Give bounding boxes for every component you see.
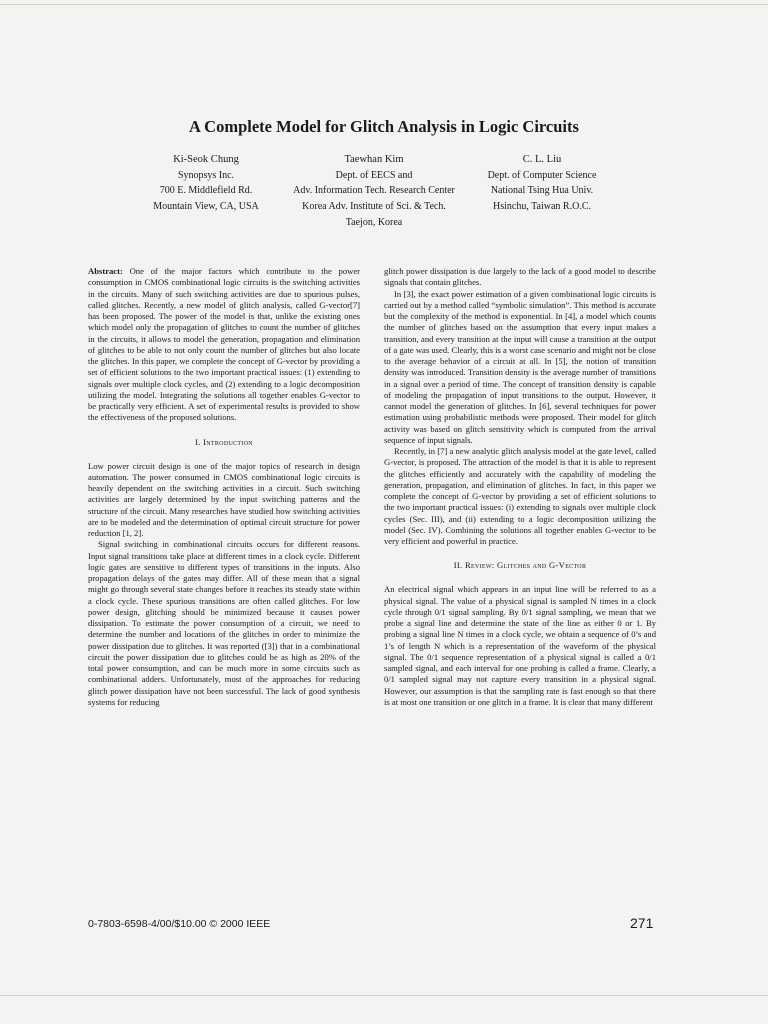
page-number: 271 [630,915,654,931]
author-affiliation-line: Adv. Information Tech. Research Center [293,185,455,197]
author-block-1 [132,152,280,215]
author-affiliation-line: Taejon, Korea [345,216,403,228]
author-affiliation-line: Dept. of Computer Science [487,169,597,181]
abstract-text: One of the major factors which contribute to the power consumption in CMOS combinational logic circuits is the switching activities in the circuits. Many of such switching activities are due to spurious pulses, called glitches. Recently, a new model of glitch analysis, called G-vector[7] has been proposed. The power of the model is that, unlike the existing ones which model only the propagation of glitches to count the number of glitches in the circuits, it allows to model the generation, propagation and elimination of glitches to be able to not only count the number of glitches but also locate the glitches. In this paper, we complete the concept of G-vector by providing a set of efficient solutions to the two important practical issues: (1) extending to signals over multiple clock cycles, and (2) extending to a logic decomposition utilizing the model. Integrating the solutions all together enables G-vector to be practically very efficient. A set of experimental results is provided to show the effectiveness of the proposed solutions. [88,266,360,423]
body-paragraph: Signal switching in combinational circuits occurs for different reasons. Input signal transitions take place at different times in a clock cycle. Different logic gates are sensitive to different types of transitions in the inputs. Also propagation delays of the gates may differ. All of these mean that a signal might go through several state changes before it reaches its steady state within a clock cycle. These spurious transitions are often called glitches. For low power design, glitching should be minimized because it causes power dissipation. To estimate the power consumption of a circuit, we need to determine the number and locations of the glitches in order to minimize the power dissipation due to glitches. It was reported ([3]) that in a combinational circuit the power dissipation due to glitches could be as high as 20% of the total power consumption, and can be much more in some circuits such as combinational adders. Unfortunately, most of the approaches for reducing glitch power dissipation have not been successful. The lack of good synthesis systems for reducing [88,539,360,707]
author-name: Taewhan Kim [344,154,404,165]
author-affiliation-line: Hsinchu, Taiwan R.O.C. [493,201,591,213]
body-paragraph: Low power circuit design is one of the major topics of research in design automation. The power consumed in CMOS combinational logic circuits is heavily dependent on the switching activities in a circuit. Such switching activities are largely determined by the input switching patterns and the structure of the circuit. Many researches have studied how switching activities are to be modeled and the determination of optimal circuit structure for power reduction [1, 2]. [88,460,360,538]
author-affiliation-line: Mountain View, CA, USA [153,201,259,213]
paper-title: A Complete Model for Glitch Analysis in Logic Circuits [189,117,579,136]
author-block-2 [274,152,474,231]
author-affiliation-line: Korea Adv. Institute of Sci. & Tech. [302,201,446,213]
copyright-notice: 0-7803-6598-4/00/$10.00 © 2000 IEEE [88,918,271,930]
body-paragraph: An electrical signal which appears in an input line will be referred to as a physical signal. The value of a physical signal is sampled N times in a clock cycle through 0/1 signal sampling. By 0/1 signal sampling, we mean that we probe a signal line and determine the state of the line as either 0 or 1. By probing a signal line N times in a clock cycle, we obtain a sequence of 0’s and 1’s of length N which is a representation of the waveform of the physical signal. The 0/1 sequence representation of a physical signal is called a 0/1 sampled signal, and each interval for one probing is called a frame. Clearly, a 0/1 sampled signal may not capture every transition in a physical signal. However, our assumption is that the sampling rate is fast enough so that there is at most one transition or one glitch in a frame. It is clear that many different [384,584,656,707]
section-heading-review: II. Review: Glitches and G-Vector [453,560,587,571]
body-paragraph: glitch power dissipation is due largely to the lack of a good model to describe signals that contain glitches. [384,266,656,288]
section-heading-introduction: I. Introduction [195,436,253,447]
left-column [88,266,360,708]
author-block-3 [470,152,614,215]
right-column [384,266,656,708]
abstract-label: Abstract: [88,266,123,276]
body-paragraph: In [3], the exact power estimation of a given combinational logic circuits is carried out by a method called “symbolic simulation”. This method is accurate but the complexity of the method is exponential. In [4], a model which counts the number of glitches based on the assumption that every input makes a transition, and every transition at the input will cause a transition at the output of a gate was used. Clearly, this is a worst case scenario and might not be close to the average behavior of a circuit at all. In [5], the notion of transition density was introduced. Transition density is the average number of transitions in a signal over a period of time. The concept of transition density is capable of modeling the propagation of input transitions to the output. However, it cannot model the generation of glitches. In [6], several techniques for power estimation using probabilistic methods were proposed. Their model for glitch activity was based on glitch sensitivity which is computed from the arrival sequence of input signals. [384,288,656,445]
author-affiliation-line: 700 E. Middlefield Rd. [159,185,253,197]
author-name: Ki-Seok Chung [173,154,239,165]
author-affiliation-line: National Tsing Hua Univ. [490,185,594,197]
author-name: C. L. Liu [522,154,562,165]
bottom-scan-edge [0,995,768,996]
body-paragraph: Recently, in [7] a new analytic glitch analysis model at the gate level, called G-vector, is proposed. The attraction of the model is that it is able to represent the glitches efficiently and accurately with the capability of modeling the generation, propagation, and elimination of glitches. In fact, in this paper we complete the concept of G-vector by providing a set of efficient solutions to the two important practical issues: (i) extending to signals over multiple clock cycles (Sec. III), and (ii) extending to a logic decomposition utilizing the model (Sec. IV). Combining the solutions all together enables G-vector to be very efficient and powerful in practice. [384,446,656,546]
author-affiliation-line: Dept. of EECS and [335,169,413,181]
author-affiliation-line: Synopsys Inc. [177,169,235,181]
abstract [88,266,360,424]
